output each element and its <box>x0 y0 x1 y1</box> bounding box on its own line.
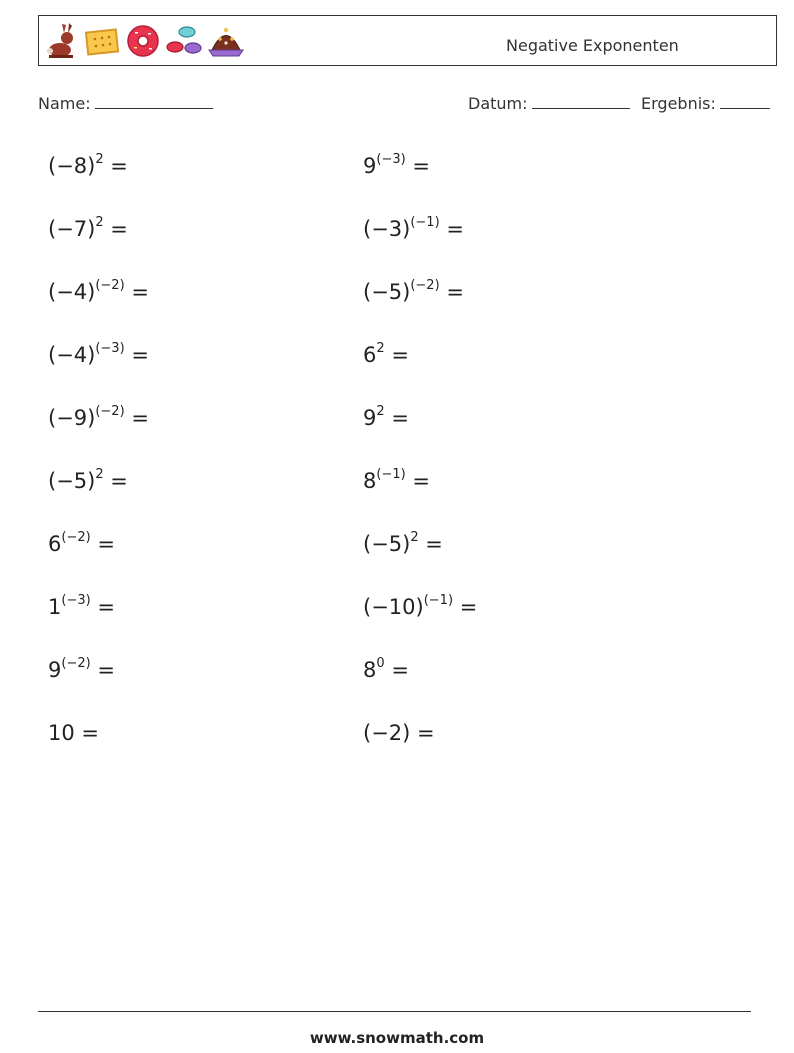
macarons-icon <box>165 23 203 59</box>
problem-left-6 <box>48 465 128 493</box>
problem-left-10 <box>48 717 99 745</box>
problem-equals: = <box>90 532 115 556</box>
problem-right-5 <box>363 402 409 430</box>
problem-base: 9 <box>363 154 377 178</box>
problem-equals: = <box>453 595 478 619</box>
name-label: Name: <box>38 94 91 113</box>
problem-left-2 <box>48 213 128 241</box>
problem-base: (−3) <box>363 217 411 241</box>
problem-equals: = <box>384 343 409 367</box>
donut-icon <box>125 23 161 59</box>
problem-base: (−4) <box>48 343 96 367</box>
worksheet-title: Negative Exponenten <box>506 36 679 55</box>
problem-right-8 <box>363 591 477 619</box>
cracker-icon <box>83 23 121 59</box>
result-line[interactable] <box>720 94 770 109</box>
problem-equals: = <box>74 721 100 745</box>
problem-left-9 <box>48 654 115 682</box>
problem-base: 6 <box>363 343 377 367</box>
date-line[interactable] <box>532 94 630 109</box>
problem-equals: = <box>124 343 149 367</box>
problem-equals: = <box>439 280 464 304</box>
problem-right-6 <box>363 465 430 493</box>
problem-exponent: 2 <box>95 215 104 230</box>
problem-right-4 <box>363 339 409 367</box>
problem-base: (−10) <box>363 595 424 619</box>
problem-base: (−7) <box>48 217 96 241</box>
problem-base: 9 <box>48 658 62 682</box>
problem-base: 8 <box>363 658 377 682</box>
problem-base: 1 <box>48 595 62 619</box>
footer-url: www.snowmath.com <box>309 1029 485 1047</box>
name-field[interactable] <box>38 94 213 113</box>
problem-base: (−5) <box>363 280 411 304</box>
problem-equals: = <box>410 721 435 745</box>
problem-base: 8 <box>363 469 377 493</box>
problem-right-10 <box>363 717 435 745</box>
chocolate-cake-icon <box>207 23 245 59</box>
result-field[interactable] <box>641 94 770 113</box>
problem-exponent: 2 <box>95 152 104 167</box>
date-label: Datum: <box>468 94 528 113</box>
problem-left-5 <box>48 402 149 430</box>
problem-exponent: (−2) <box>410 278 440 293</box>
problem-right-9 <box>363 654 409 682</box>
problem-right-2 <box>363 213 464 241</box>
problem-equals: = <box>124 280 149 304</box>
problem-exponent: (−3) <box>61 593 91 608</box>
problem-equals: = <box>103 154 128 178</box>
problem-base: (−8) <box>48 154 96 178</box>
problem-equals: = <box>405 469 430 493</box>
problem-base: (−5) <box>48 469 96 493</box>
name-line[interactable] <box>95 94 213 109</box>
problem-left-4 <box>48 339 149 367</box>
problem-left-1 <box>48 150 128 178</box>
problem-exponent: (−1) <box>376 467 406 482</box>
problem-equals: = <box>439 217 464 241</box>
problem-exponent: 2 <box>376 341 385 356</box>
problem-equals: = <box>384 406 409 430</box>
problem-equals: = <box>90 658 115 682</box>
problem-exponent: (−3) <box>95 341 125 356</box>
date-field[interactable] <box>468 94 630 113</box>
problem-exponent: (−2) <box>95 404 125 419</box>
worksheet-header <box>38 15 777 66</box>
header-icons <box>45 22 245 60</box>
problem-base: (−4) <box>48 280 96 304</box>
problem-exponent: (−2) <box>61 656 91 671</box>
chocolate-bunny-icon <box>45 23 79 59</box>
problem-base: (−5) <box>363 532 411 556</box>
problem-equals: = <box>405 154 430 178</box>
problem-equals: = <box>124 406 149 430</box>
problem-base: 9 <box>363 406 377 430</box>
problem-base: 6 <box>48 532 62 556</box>
problem-left-8 <box>48 591 115 619</box>
problem-exponent: (−3) <box>376 152 406 167</box>
problem-right-7 <box>363 528 443 556</box>
problem-base: 10 <box>48 721 75 745</box>
problem-exponent: 2 <box>410 530 419 545</box>
problem-exponent: (−1) <box>410 215 440 230</box>
problem-exponent: 2 <box>95 467 104 482</box>
footer-divider <box>38 1011 751 1012</box>
problem-equals: = <box>90 595 115 619</box>
problem-exponent: (−1) <box>423 593 454 608</box>
problem-exponent: 2 <box>376 404 385 419</box>
problem-left-7 <box>48 528 115 556</box>
problem-equals: = <box>103 469 128 493</box>
problem-base: (−2) <box>363 721 411 745</box>
problem-exponent: (−2) <box>61 530 91 545</box>
problem-equals: = <box>384 658 409 682</box>
problem-left-3 <box>48 276 149 304</box>
problem-exponent: (−2) <box>95 278 125 293</box>
result-label: Ergebnis: <box>641 94 716 113</box>
problem-equals: = <box>103 217 128 241</box>
problem-equals: = <box>418 532 443 556</box>
problem-base: (−9) <box>48 406 96 430</box>
problem-exponent: 0 <box>376 656 385 671</box>
problem-right-1 <box>363 150 430 178</box>
problem-right-3 <box>363 276 464 304</box>
